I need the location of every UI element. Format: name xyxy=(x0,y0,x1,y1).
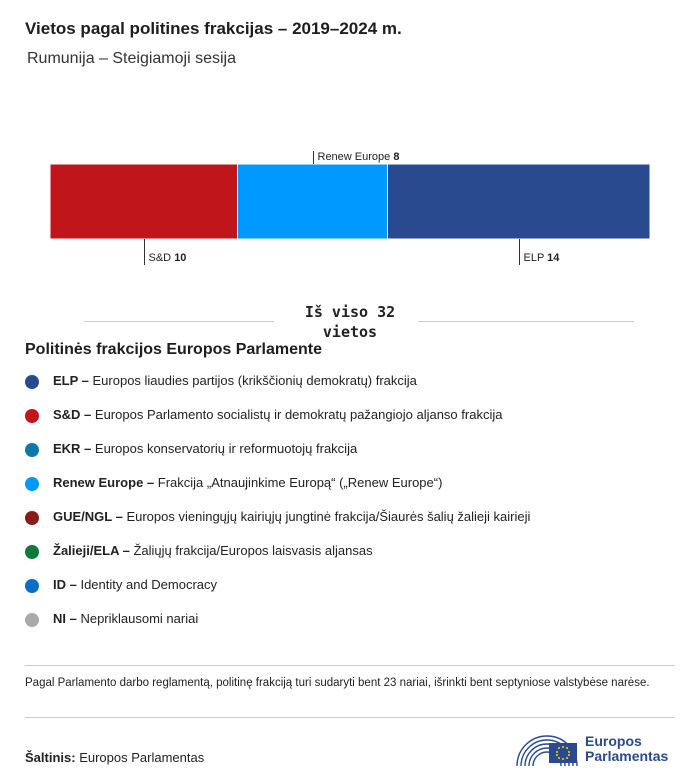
legend-item-text xyxy=(53,611,198,626)
logo-text-line2: Parlamentas xyxy=(585,748,669,764)
footnote: Pagal Parlamento darbo reglamentą, politinę frakciją turi sudaryti bent 23 nariai, išrinkti bent septyniose valstybėse narėse. xyxy=(25,677,650,689)
legend-item-abbr: NI – xyxy=(53,611,77,626)
legend-color-dot xyxy=(25,477,39,491)
bar-segment-renew-europe xyxy=(238,164,388,239)
legend-item-description: Frakcija „Atnaujinkime Europą“ („Renew Europe“) xyxy=(154,475,443,490)
legend-item-abbr: ID – xyxy=(53,577,77,592)
legend-item-text xyxy=(53,475,442,490)
bar-segment-elp xyxy=(388,164,651,239)
legend-item-abbr: Žalieji/ELA – xyxy=(53,543,130,558)
total-seats-line2: vietos xyxy=(322,323,378,341)
legend-color-dot xyxy=(25,443,39,457)
source-label: Šaltinis: xyxy=(25,750,76,765)
legend-item-text xyxy=(53,509,530,524)
footnote-divider-bottom xyxy=(25,717,675,718)
legend-color-dot xyxy=(25,409,39,423)
legend-item-abbr: ELP – xyxy=(53,373,89,388)
logo-text xyxy=(585,734,668,764)
total-divider-right xyxy=(418,321,634,322)
legend-color-dot xyxy=(25,579,39,593)
chart-subtitle: Rumunija – Steigiamoji sesija xyxy=(27,50,236,67)
legend-item-description: Nepriklausomi nariai xyxy=(76,611,199,626)
seat-distribution-chart xyxy=(0,140,700,280)
legend-color-dot xyxy=(25,545,39,559)
total-seats-line1: Iš viso 32 xyxy=(304,303,396,321)
legend-item-description: Žaliųjų frakcija/Europos laisvasis aljansas xyxy=(129,543,373,558)
european-parliament-logo xyxy=(515,728,685,768)
legend-item-description: Europos vieningųjų kairiųjų jungtinė frakcija/Šiaurės šalių žalieji kairieji xyxy=(122,509,531,524)
data-label-elp: ELP 14 xyxy=(523,252,560,264)
legend-title: Politinės frakcijos Europos Parlamente xyxy=(25,341,322,358)
parliament-hemicycle-icon xyxy=(515,728,579,768)
legend-item-text xyxy=(53,441,357,456)
legend-item-text xyxy=(53,577,217,592)
legend-item-abbr: S&D – xyxy=(53,407,92,422)
legend-item-description: Europos konservatorių ir reformuotojų frakcija xyxy=(91,441,358,456)
legend-item-text xyxy=(53,543,373,558)
total-seats-label xyxy=(285,302,415,342)
legend-item-description: Europos Parlamento socialistų ir demokratų pažangiojo aljanso frakcija xyxy=(91,407,503,422)
source xyxy=(25,750,204,765)
total-divider-left xyxy=(84,321,274,322)
bar-segment-s-d xyxy=(50,164,238,239)
legend-item-text xyxy=(53,407,502,422)
data-label-renew-europe: Renew Europe 8 xyxy=(317,151,400,163)
legend-item-abbr: GUE/NGL – xyxy=(53,509,123,524)
footnote-divider-top xyxy=(25,665,675,666)
legend-color-dot xyxy=(25,375,39,389)
chart-title: Vietos pagal politines frakcijas – 2019–2024 m. xyxy=(25,19,402,38)
source-value: Europos Parlamentas xyxy=(79,750,205,765)
legend-item-abbr: Renew Europe – xyxy=(53,475,155,490)
legend-item-description: Europos liaudies partijos (krikščionių demokratų) frakcija xyxy=(88,373,417,388)
logo-text-line1: Europos xyxy=(585,733,642,749)
data-label-s-d: S&D 10 xyxy=(148,252,187,264)
legend-item-description: Identity and Democracy xyxy=(76,577,218,592)
legend-color-dot xyxy=(25,511,39,525)
legend-item-abbr: EKR – xyxy=(53,441,92,456)
legend-color-dot xyxy=(25,613,39,627)
legend-item-text xyxy=(53,373,417,388)
